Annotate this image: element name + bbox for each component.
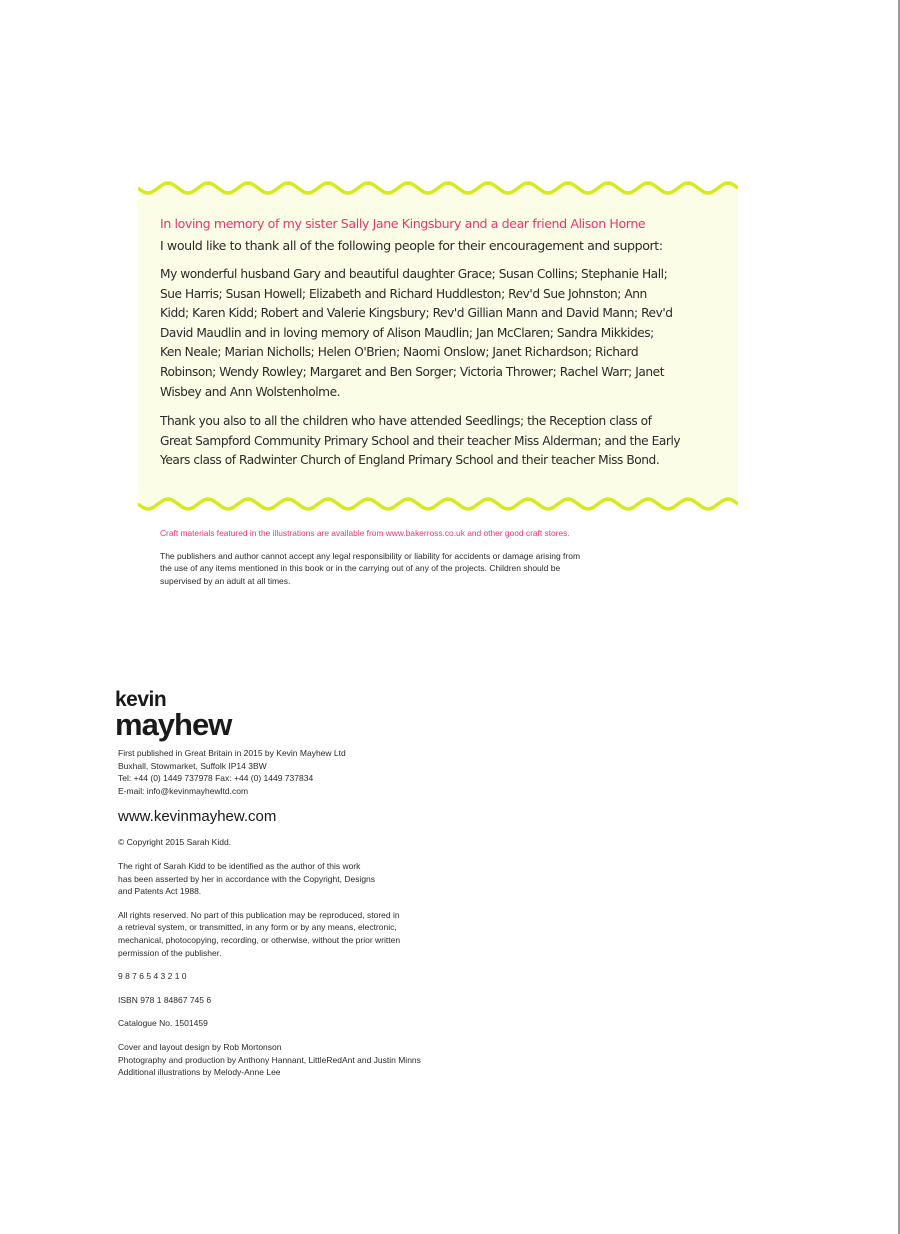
thanks-paragraph-names (160, 265, 720, 402)
logo-kevin: kevin (115, 688, 167, 711)
text-line: The right of Sarah Kidd to be identified as the author of this work (118, 860, 361, 871)
text-line: the use of any items mentioned in this book or in the carrying out of any of the projects. Children should be (160, 563, 561, 574)
text-line: and Patents Act 1988. (118, 886, 202, 897)
logo-mayhew: mayhew (115, 707, 232, 742)
text-line: Robinson; Wendy Rowley; Margaret and Ben Sorger; Victoria Thrower; Rachel Warr; Janet (160, 364, 665, 379)
imprint-block (118, 747, 538, 1090)
text-line: Thank you also to all the children who have attended Seedlings; the Reception class of (160, 414, 652, 429)
catalogue-number: Catalogue No. 1501459 (118, 1018, 208, 1029)
isbn: ISBN 978 1 84867 745 6 (118, 994, 212, 1005)
text-line: supervised by an adult at all times. (160, 575, 291, 586)
production-credits (118, 1041, 538, 1079)
text-line: Kidd; Karen Kidd; Robert and Valerie Kingsbury; Rev'd Gillian Mann and David Mann; Rev'd (160, 306, 673, 321)
text-line: Photography and production by Anthony Hannant, LittleRedAnt and Justin Minns (118, 1054, 421, 1065)
publisher-logo (115, 690, 231, 740)
print-number-line: 9 8 7 6 5 4 3 2 1 0 (118, 971, 187, 982)
publication-details (118, 747, 538, 797)
text-line: Additional illustrations by Melody-Anne Lee (118, 1067, 281, 1078)
text-line: Wisbey and Ann Wolstenholme. (160, 384, 341, 399)
dedication-panel (138, 176, 738, 516)
dedication-heading: In loving memory of my sister Sally Jane Kingsbury and a dear friend Alison Horne (160, 216, 646, 231)
text-line: The publishers and author cannot accept any legal responsibility or liability for accidents or damage arising from (160, 551, 581, 561)
text-line: Great Sampford Community Primary School and their teacher Miss Alderman; and the Early (160, 433, 681, 448)
text-line: David Maudlin and in loving memory of Alison Maudlin; Jan McClaren; Sandra Mikkides; (160, 325, 654, 340)
text-line: Tel: +44 (0) 1449 737978 Fax: +44 (0) 1449 737834 (118, 773, 314, 784)
text-line: permission of the publisher. (118, 947, 222, 958)
text-line: Sue Harris; Susan Howell; Elizabeth and Richard Huddleston; Rev'd Sue Johnston; Ann (160, 286, 647, 301)
text-line: mechanical, photocopying, recording, or otherwise, without the prior written (118, 934, 401, 945)
dedication-text (160, 216, 720, 481)
rights-reserved (118, 909, 538, 959)
thanks-paragraph-children (160, 412, 720, 471)
text-line: a retrieval system, or transmitted, in any form or by any means, electronic, (118, 922, 397, 933)
copyright-line: © Copyright 2015 Sarah Kidd. (118, 837, 232, 848)
text-line: Years class of Radwinter Church of England Primary School and their teacher Miss Bond. (160, 453, 660, 468)
thanks-intro: I would like to thank all of the following people for their encouragement and support: (160, 238, 663, 253)
craft-materials-note: Craft materials featured in the illustrations are available from www.bakerross.co.uk and other good craft stores. (160, 528, 570, 538)
text-line: My wonderful husband Gary and beautiful daughter Grace; Susan Collins; Stephanie Hall; (160, 267, 668, 281)
text-line: All rights reserved. No part of this publication may be reproduced, stored in (118, 909, 400, 920)
text-line: has been asserted by her in accordance with the Copyright, Designs (118, 873, 376, 884)
text-line: E-mail: info@kevinmayhewltd.com (118, 785, 249, 796)
author-rights (118, 860, 538, 898)
text-line: First published in Great Britain in 2015 by Kevin Mayhew Ltd (118, 748, 346, 758)
text-line: Cover and layout design by Rob Mortonson (118, 1041, 282, 1052)
publisher-website: www.kevinmayhew.com (118, 808, 277, 826)
text-line: Ken Neale; Marian Nicholls; Helen O'Brien; Naomi Onslow; Janet Richardson; Richard (160, 345, 639, 360)
text-line: Buxhall, Stowmarket, Suffolk IP14 3BW (118, 760, 267, 771)
liability-disclaimer (160, 550, 680, 587)
